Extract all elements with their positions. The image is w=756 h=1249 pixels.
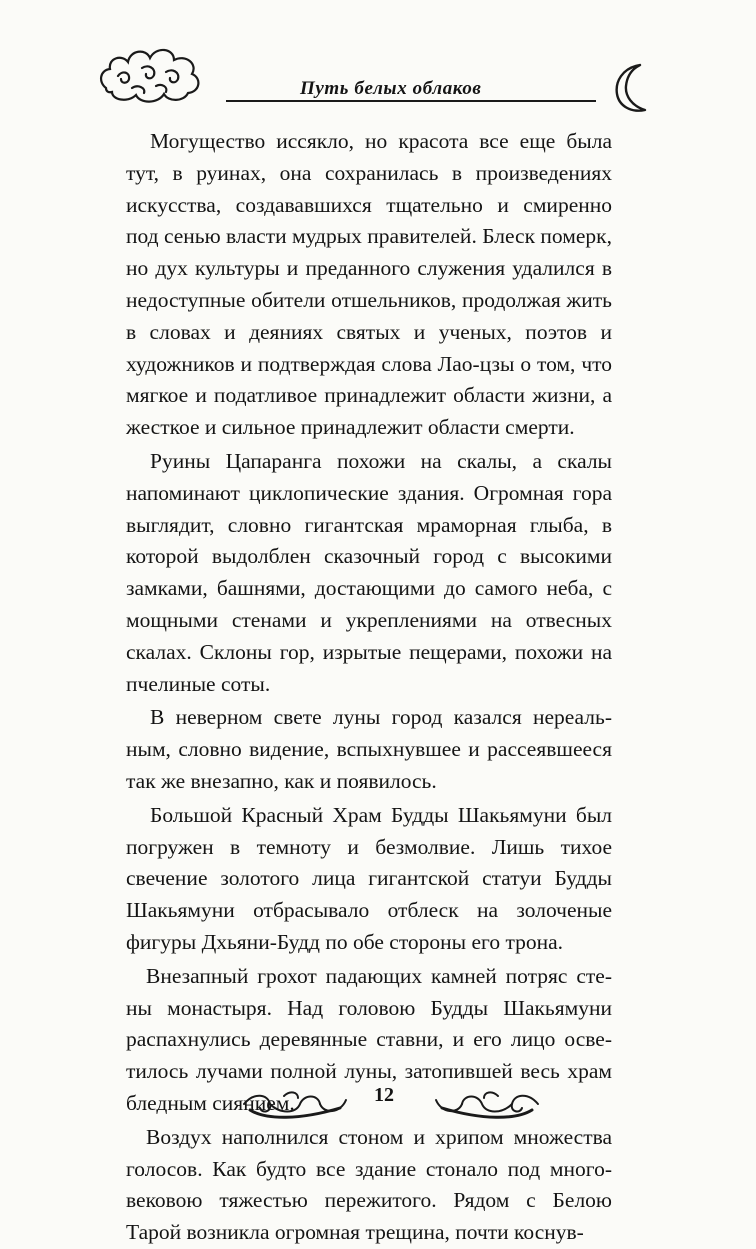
header-rule [226,100,596,102]
cloud-ornament-icon [96,38,206,108]
paragraph: Большой Красный Храм Будды Шакьямуни был погружен в темноту и безмолвие. Лишь тихое свечение золотого лица гигантской статуи Будды Шакьямуни отбрасывало отблеск на золоченые фигуры Дхьяни-Будд по обе стороны его трона. [126,802,612,954]
page-number: 12 [374,1084,394,1106]
page-header [0,0,756,130]
crescent-moon-icon [612,62,654,114]
paragraph: Руины Цапаранга похожи на скалы, а скалы напоминают циклопические здания. Огромная гора выглядит, словно гигантская мраморная глыба, в которой выдолблен сказочный город с высокими замками, башнями, достающими до самого неба, с мощными стенами и укреплениями на отвесных скалах. Склоны гор, изрытые пещерами, похожи на пчелиные соты. [126,448,612,696]
paragraph: Внезапный грохот падающих камней потряс стены монастыря. Над головою Будды Шакьямуни распахнулись деревянные ставни, и его лицо осветилось лучами полной луны, затопившей весь храм бледным сиянием. [126,963,612,1115]
running-title: Путь белых облаков [300,78,482,99]
cloud-swirl-icon [432,1082,542,1122]
cloud-swirl-icon [240,1082,350,1122]
paragraph: Воздух наполнился стоном и хрипом множества голосов. Как будто все здание стонало под многовековою тяжестью пережитого. Рядом с Белою Тарой возникла огромная трещина, почти коснув- [126,1124,612,1245]
paragraph: В неверном свете луны город казался нереальным, словно видение, вспыхнувшее и рассеявшееся так же внезапно, как и появилось. [126,705,612,793]
paragraph: Могущество иссякло, но красота все еще была тут, в руинах, она сохранилась в произведениях искусства, создававшихся тщательно и смиренно под сенью власти мудрых правителей. Блеск померк, но дух культуры и преданного служения удалился в недоступные обители отшельников, продолжая жить в словах и деяниях святых и ученых, поэтов и художников и подтверждая слова Лао-цзы о том, что мягкое и податливое принадлежит области жизни, а жесткое и сильное принадлежит области смерти. [126,129,612,440]
page-footer [0,1070,756,1130]
